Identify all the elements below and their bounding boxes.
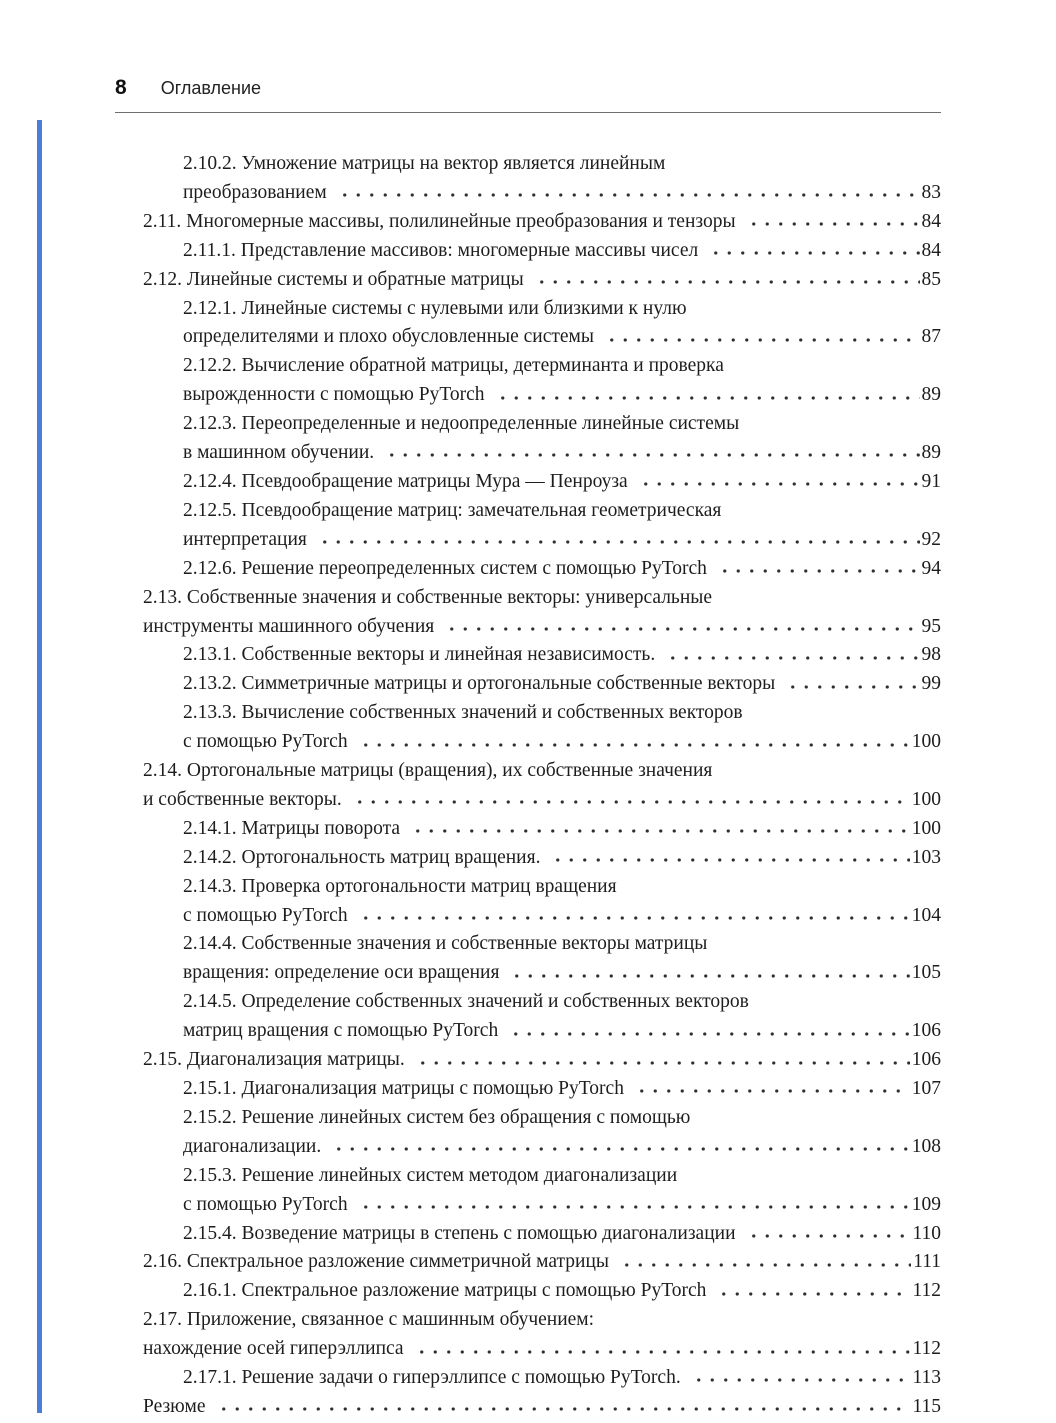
toc-entry-line: [183, 699, 941, 728]
toc-entry[interactable]: [143, 497, 941, 555]
dot-leader: [705, 237, 919, 266]
dot-leader: [505, 1017, 910, 1046]
toc-entry[interactable]: [143, 1248, 941, 1277]
toc-entry-text: 2.14.3. Проверка ортогональности матриц вращения: [183, 875, 617, 897]
toc-entry-text: 2.13.3. Вычисление собственных значений и собственных векторов: [183, 702, 743, 724]
left-margin-accent-line: [37, 120, 42, 1413]
toc-entry-line: [183, 150, 941, 179]
toc-entry[interactable]: [143, 757, 941, 815]
toc-entry-text: 2.16. Спектральное разложение симметричной матрицы: [143, 1251, 609, 1273]
toc-entry-text: 2.12.1. Линейные системы с нулевыми или близкими к нулю: [183, 297, 687, 319]
toc-page-number: 111: [913, 1251, 941, 1273]
dot-leader: [381, 439, 919, 468]
dot-leader: [635, 468, 920, 497]
toc-entry-line: [143, 266, 941, 295]
toc-entry-text: в машинном обучении.: [183, 442, 375, 464]
toc-entry-text: Резюме: [143, 1395, 206, 1417]
toc-page-number: 100: [911, 817, 941, 839]
toc-entry[interactable]: [143, 1104, 941, 1162]
running-page-number: 8: [115, 76, 127, 99]
toc-entry[interactable]: [143, 468, 941, 497]
toc-entry-line: [183, 815, 941, 844]
toc-page-number: 107: [911, 1078, 941, 1099]
toc-page-number: 91: [921, 470, 941, 492]
toc-entry-line: [183, 1104, 941, 1133]
toc-entry-text: вращения: определение оси вращения: [183, 962, 500, 984]
toc-entry-text: матриц вращения с помощью PyTorch: [183, 1020, 499, 1042]
toc-page-number: 108: [911, 1135, 941, 1157]
toc-entry[interactable]: [143, 266, 941, 295]
toc-entry[interactable]: [143, 208, 941, 237]
toc-entry[interactable]: [143, 1277, 941, 1306]
toc-entry-text: 2.14.2. Ортогональность матриц вращения.: [183, 846, 541, 868]
toc-entry-text: 2.14.4. Собственные значения и собственные векторы матрицы: [183, 933, 708, 955]
toc-page-number: 113: [912, 1367, 941, 1389]
toc-entry-text: определителями и плохо обусловленные системы: [183, 326, 594, 348]
dot-leader: [411, 1335, 911, 1364]
toc-entry-line: [183, 1364, 941, 1393]
toc-entry-text: нахождение осей гиперэллипса: [143, 1338, 404, 1360]
toc-entry-line: [183, 902, 941, 931]
dot-leader: [355, 1191, 910, 1220]
toc-page-number: 115: [912, 1395, 941, 1417]
dot-leader: [213, 1393, 911, 1422]
toc-entry-line: [183, 555, 941, 584]
toc-page-number: 104: [911, 904, 941, 926]
toc-entry[interactable]: [143, 699, 941, 757]
dot-leader: [743, 1220, 911, 1249]
toc-entry-text: 2.11.1. Представление массивов: многомерные массивы чисел: [183, 239, 699, 261]
toc-entry-text: 2.15.3. Решение линейных систем методом диагонализации: [183, 1164, 678, 1186]
toc-page-number: 98: [921, 644, 941, 666]
toc-entry[interactable]: [143, 150, 941, 208]
toc-page-number: 105: [911, 962, 941, 984]
toc-entry-text: 2.15.2. Решение линейных систем без обращения с помощью: [183, 1106, 691, 1128]
toc-entry-line: [143, 1046, 941, 1075]
toc-entry-text: инструменты машинного обучения: [143, 615, 435, 637]
toc-entry-text: преобразованием: [183, 181, 327, 203]
toc-page-number: 109: [911, 1193, 941, 1215]
dot-leader: [412, 1046, 910, 1075]
toc-entry[interactable]: [143, 1162, 941, 1220]
toc-entry-line: [183, 1162, 941, 1191]
dot-leader: [616, 1248, 911, 1277]
toc-entry-line: [183, 1191, 941, 1220]
dot-leader: [328, 1133, 910, 1162]
toc-entry-text: 2.17. Приложение, связанное с машинным обучением:: [143, 1309, 595, 1331]
dot-leader: [355, 728, 910, 757]
dot-leader: [314, 526, 920, 555]
toc-entry-line: [143, 208, 941, 237]
toc-entry-text: 2.13. Собственные значения и собственные векторы: универсальные: [143, 586, 713, 608]
toc-entry-line: [183, 179, 941, 208]
toc-entry[interactable]: [143, 844, 941, 873]
toc-entry-line: [183, 526, 941, 555]
page-title: Оглавление: [160, 78, 262, 98]
toc-entry-line: [183, 1075, 941, 1104]
dot-leader: [688, 1364, 911, 1393]
dot-leader: [506, 959, 909, 988]
toc-page-number: 83: [921, 181, 941, 203]
dot-leader: [441, 613, 919, 642]
page-header: [115, 76, 941, 113]
toc-entry-line: [183, 959, 941, 988]
dot-leader: [349, 786, 910, 815]
toc-entry[interactable]: [143, 410, 941, 468]
toc-entry-text: с помощью PyTorch: [183, 1193, 348, 1215]
dot-leader: [547, 844, 909, 873]
toc-entry-line: [183, 641, 941, 670]
toc-entry-line: [183, 497, 941, 526]
toc-entry-line: [183, 237, 941, 266]
toc-entry-line: [143, 613, 941, 642]
toc-entry[interactable]: [143, 1220, 941, 1249]
toc-entry-line: [183, 468, 941, 497]
toc-entry-text: 2.12.2. Вычисление обратной матрицы, детерминанта и проверка: [183, 355, 724, 377]
toc-entry-line: [143, 1248, 941, 1277]
toc-entry-text: 2.13.2. Симметричные матрицы и ортогональные собственные векторы: [183, 673, 776, 695]
dot-leader: [662, 641, 919, 670]
toc-entry[interactable]: [143, 1046, 941, 1075]
dot-leader: [714, 555, 920, 584]
toc-page-number: 89: [921, 384, 941, 406]
toc-page-number: 95: [921, 615, 941, 637]
toc-entry-text: 2.17.1. Решение задачи о гиперэллипсе с помощью PyTorch.: [183, 1367, 681, 1389]
toc-page-number: 103: [911, 846, 941, 868]
toc-page-number: 100: [911, 731, 941, 753]
toc-entry-text: и собственные векторы.: [143, 788, 342, 810]
toc-entry-text: 2.14.1. Матрицы поворота: [183, 817, 401, 839]
toc-page-number: 84: [921, 239, 941, 261]
toc-entry[interactable]: [143, 815, 941, 844]
toc-entry[interactable]: [143, 352, 941, 410]
toc-page-number: 106: [911, 1049, 941, 1071]
toc-entry[interactable]: [143, 1393, 941, 1422]
toc-entry[interactable]: [143, 584, 941, 642]
toc-entry-text: 2.13.1. Собственные векторы и линейная независимость.: [183, 644, 656, 666]
toc-entry-line: [183, 323, 941, 352]
toc-entry-line: [183, 1277, 941, 1306]
toc-page-number: 92: [921, 528, 941, 550]
toc-entry-line: [183, 439, 941, 468]
toc-entry-line: [183, 295, 941, 324]
toc-page-number: 110: [912, 1222, 941, 1244]
toc-entry-line: [143, 1335, 941, 1364]
toc-entry[interactable]: [143, 873, 941, 931]
toc-entry[interactable]: [143, 295, 941, 353]
toc-page-number: 94: [921, 557, 941, 579]
toc-entry-line: [183, 1220, 941, 1249]
toc-page-number: 85: [921, 268, 941, 290]
toc-entry-line: [183, 844, 941, 873]
toc-entry[interactable]: [143, 641, 941, 670]
toc-entry-text: вырожденности с помощью PyTorch: [183, 384, 485, 406]
dot-leader: [782, 670, 919, 699]
toc-entry-text: 2.12.4. Псевдообращение матрицы Мура — Пенроуза: [183, 470, 628, 492]
toc-entry-text: 2.11. Многомерные массивы, полилинейные преобразования и тензоры: [143, 210, 736, 232]
toc-list: [143, 150, 941, 1422]
toc-entry-line: [183, 381, 941, 410]
dot-leader: [743, 208, 920, 237]
toc-entry-line: [143, 757, 941, 786]
toc-entry-line: [183, 873, 941, 902]
toc-entry-line: [183, 352, 941, 381]
toc-entry-text: 2.16.1. Спектральное разложение матрицы с помощью PyTorch: [183, 1280, 707, 1302]
toc-entry-text: 2.10.2. Умножение матрицы на вектор является линейным: [183, 153, 666, 174]
toc-entry-line: [183, 930, 941, 959]
toc-entry-text: диагонализации.: [183, 1135, 322, 1157]
toc-page-number: 89: [921, 442, 941, 464]
dot-leader: [492, 381, 920, 410]
toc-page-number: 106: [911, 1020, 941, 1042]
toc-entry[interactable]: [143, 1364, 941, 1393]
toc-entry-text: 2.15. Диагонализация матрицы.: [143, 1049, 405, 1071]
toc-entry-line: [183, 988, 941, 1017]
dot-leader: [713, 1277, 910, 1306]
toc-entry-text: интерпретация: [183, 528, 307, 550]
toc-entry-text: 2.14.5. Определение собственных значений и собственных векторов: [183, 991, 749, 1013]
toc-entry-text: с помощью PyTorch: [183, 904, 348, 926]
toc-page-number: 87: [921, 326, 941, 348]
toc-entry-text: 2.14. Ортогональные матрицы (вращения), их собственные значения: [143, 760, 713, 782]
dot-leader: [631, 1075, 910, 1104]
toc-page-number: 112: [912, 1338, 941, 1360]
toc-entry-line: [143, 1393, 941, 1422]
toc-entry-line: [183, 670, 941, 699]
toc-entry[interactable]: [143, 1075, 941, 1104]
toc-entry[interactable]: [143, 1306, 941, 1364]
toc-entry-line: [143, 786, 941, 815]
dot-leader: [531, 266, 920, 295]
toc-entry-text: 2.12.5. Псевдообращение матриц: замечательная геометрическая: [183, 499, 722, 521]
toc-entry-text: с помощью PyTorch: [183, 731, 348, 753]
dot-leader: [355, 902, 910, 931]
toc-page-number: 99: [921, 673, 941, 695]
toc-entry-text: 2.15.4. Возведение матрицы в степень с помощью диагонализации: [183, 1222, 736, 1244]
toc-entry-line: [183, 728, 941, 757]
toc-entry-text: 2.12.3. Переопределенные и недоопределенные линейные системы: [183, 413, 740, 435]
toc-entry-line: [183, 410, 941, 439]
toc-entry-line: [183, 1017, 941, 1046]
toc-entry[interactable]: [143, 555, 941, 584]
toc-page-number: 84: [921, 210, 941, 232]
toc-entry[interactable]: [143, 930, 941, 988]
dot-leader: [407, 815, 910, 844]
toc-entry-line: [143, 1306, 941, 1335]
toc-entry[interactable]: [143, 670, 941, 699]
toc-entry-line: [183, 1133, 941, 1162]
toc-entry-line: [143, 584, 941, 613]
toc-entry[interactable]: [143, 237, 941, 266]
toc-entry-text: 2.12. Линейные системы и обратные матрицы: [143, 268, 524, 290]
toc-entry-text: 2.15.1. Диагонализация матрицы с помощью PyTorch: [183, 1078, 624, 1099]
dot-leader: [334, 179, 920, 208]
toc-page-number: 100: [911, 788, 941, 810]
toc-entry[interactable]: [143, 988, 941, 1046]
dot-leader: [601, 323, 920, 352]
toc-page-number: 112: [912, 1280, 941, 1302]
toc-entry-text: 2.12.6. Решение переопределенных систем с помощью PyTorch: [183, 557, 707, 579]
